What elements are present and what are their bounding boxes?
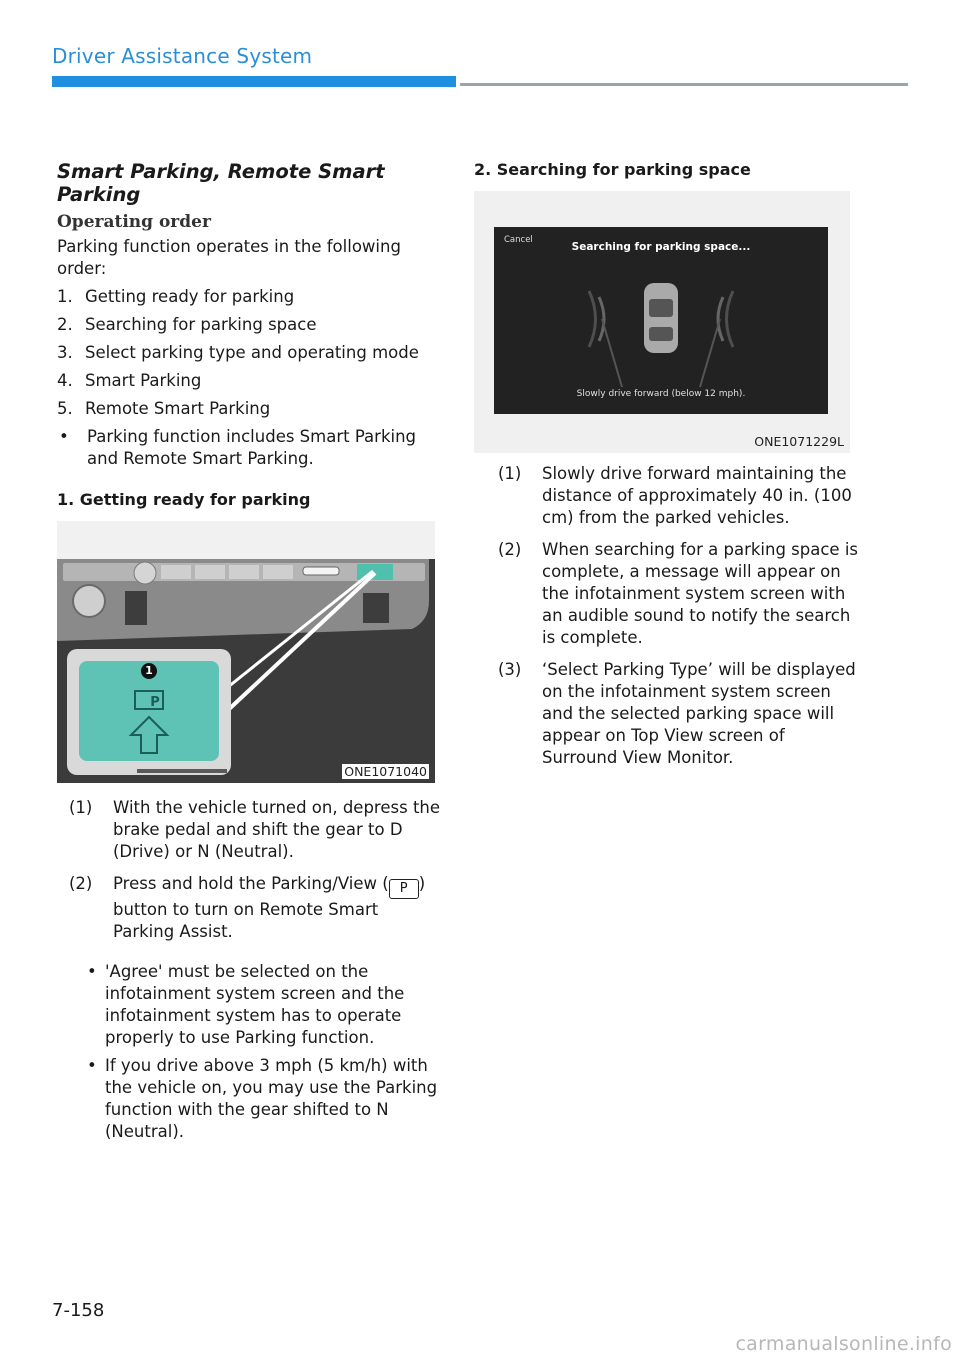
page-number: 7-158 bbox=[52, 1300, 105, 1321]
section-title: Smart Parking, Remote Smart Parking bbox=[57, 160, 385, 206]
list-item: (2) When searching for a parking space is complete, a message will appear on the infotainment system screen with an audible sound to notify the search is complete. bbox=[498, 540, 858, 647]
bullet-icon: • bbox=[87, 1056, 97, 1075]
list-item: 1. Getting ready for parking bbox=[57, 287, 295, 306]
list-item: 4. Smart Parking bbox=[57, 371, 202, 390]
list-item: • 'Agree' must be selected on the infotainment system screen and the infotainment system has to operate properly to use Parking function. bbox=[87, 962, 405, 1047]
cancel-button[interactable]: Cancel bbox=[504, 235, 533, 245]
right-column bbox=[474, 160, 864, 779]
infotainment-screen bbox=[494, 227, 828, 414]
header-rule bbox=[460, 83, 908, 86]
figure-parking-button bbox=[57, 521, 435, 783]
order-list bbox=[57, 286, 442, 420]
figure-code: ONE1071040 bbox=[344, 764, 427, 779]
parking-p-glyph: P bbox=[150, 695, 160, 710]
list-item: (1) Slowly drive forward maintaining the distance of approximately 40 in. (100 cm) from the parked vehicles. bbox=[498, 464, 852, 527]
step2-heading: 2. Searching for parking space bbox=[474, 160, 751, 179]
figure-code: ONE1071229L bbox=[754, 434, 844, 449]
screen-title: Searching for parking space... bbox=[571, 241, 751, 253]
left-column bbox=[57, 160, 442, 1149]
watermark: carmanualsonline.info bbox=[735, 1333, 952, 1355]
step1-heading: 1. Getting ready for parking bbox=[57, 490, 311, 509]
step1-list bbox=[57, 797, 442, 943]
bullet-icon: • bbox=[59, 427, 69, 446]
list-item: 3. Select parking type and operating mode bbox=[57, 343, 419, 362]
notes-list bbox=[57, 961, 442, 1143]
figure-search-screen bbox=[474, 191, 850, 453]
header-title: Driver Assistance System bbox=[52, 44, 313, 68]
list-item: (2) Press and hold the Parking/View ( P ) button to turn on Remote Smart Parking Assist. bbox=[69, 874, 426, 941]
screen-footer-text: Slowly drive forward (below 12 mph). bbox=[576, 389, 746, 399]
bullet-icon: • bbox=[87, 962, 97, 981]
list-item: (3) ‘Select Parking Type’ will be displayed on the infotainment system screen and the selected parking space will appear on Top View screen of Surround View Monitor. bbox=[498, 660, 856, 767]
header-accent-bar bbox=[52, 76, 456, 87]
list-item: 5. Remote Smart Parking bbox=[57, 399, 271, 418]
dashboard-illustration bbox=[57, 521, 435, 783]
intro-paragraph: Parking function operates in the following order: bbox=[57, 237, 401, 278]
list-item: • If you drive above 3 mph (5 km/h) with the vehicle on, you may use the Parking function with the gear shifted to N (Neutral). bbox=[87, 1056, 438, 1141]
sub-heading: Operating order bbox=[57, 212, 211, 232]
car-sensor-icon bbox=[494, 227, 828, 414]
bullet-item: • Parking function includes Smart Parking and Remote Smart Parking. bbox=[59, 427, 417, 468]
step2-list bbox=[474, 463, 864, 769]
list-item: 2. Searching for parking space bbox=[57, 315, 317, 334]
callout-1-badge: 1 bbox=[141, 663, 157, 679]
parking-view-icon: P bbox=[389, 879, 419, 899]
list-item: (1) With the vehicle turned on, depress the brake pedal and shift the gear to D (Drive) or N (Neutral). bbox=[69, 798, 441, 861]
